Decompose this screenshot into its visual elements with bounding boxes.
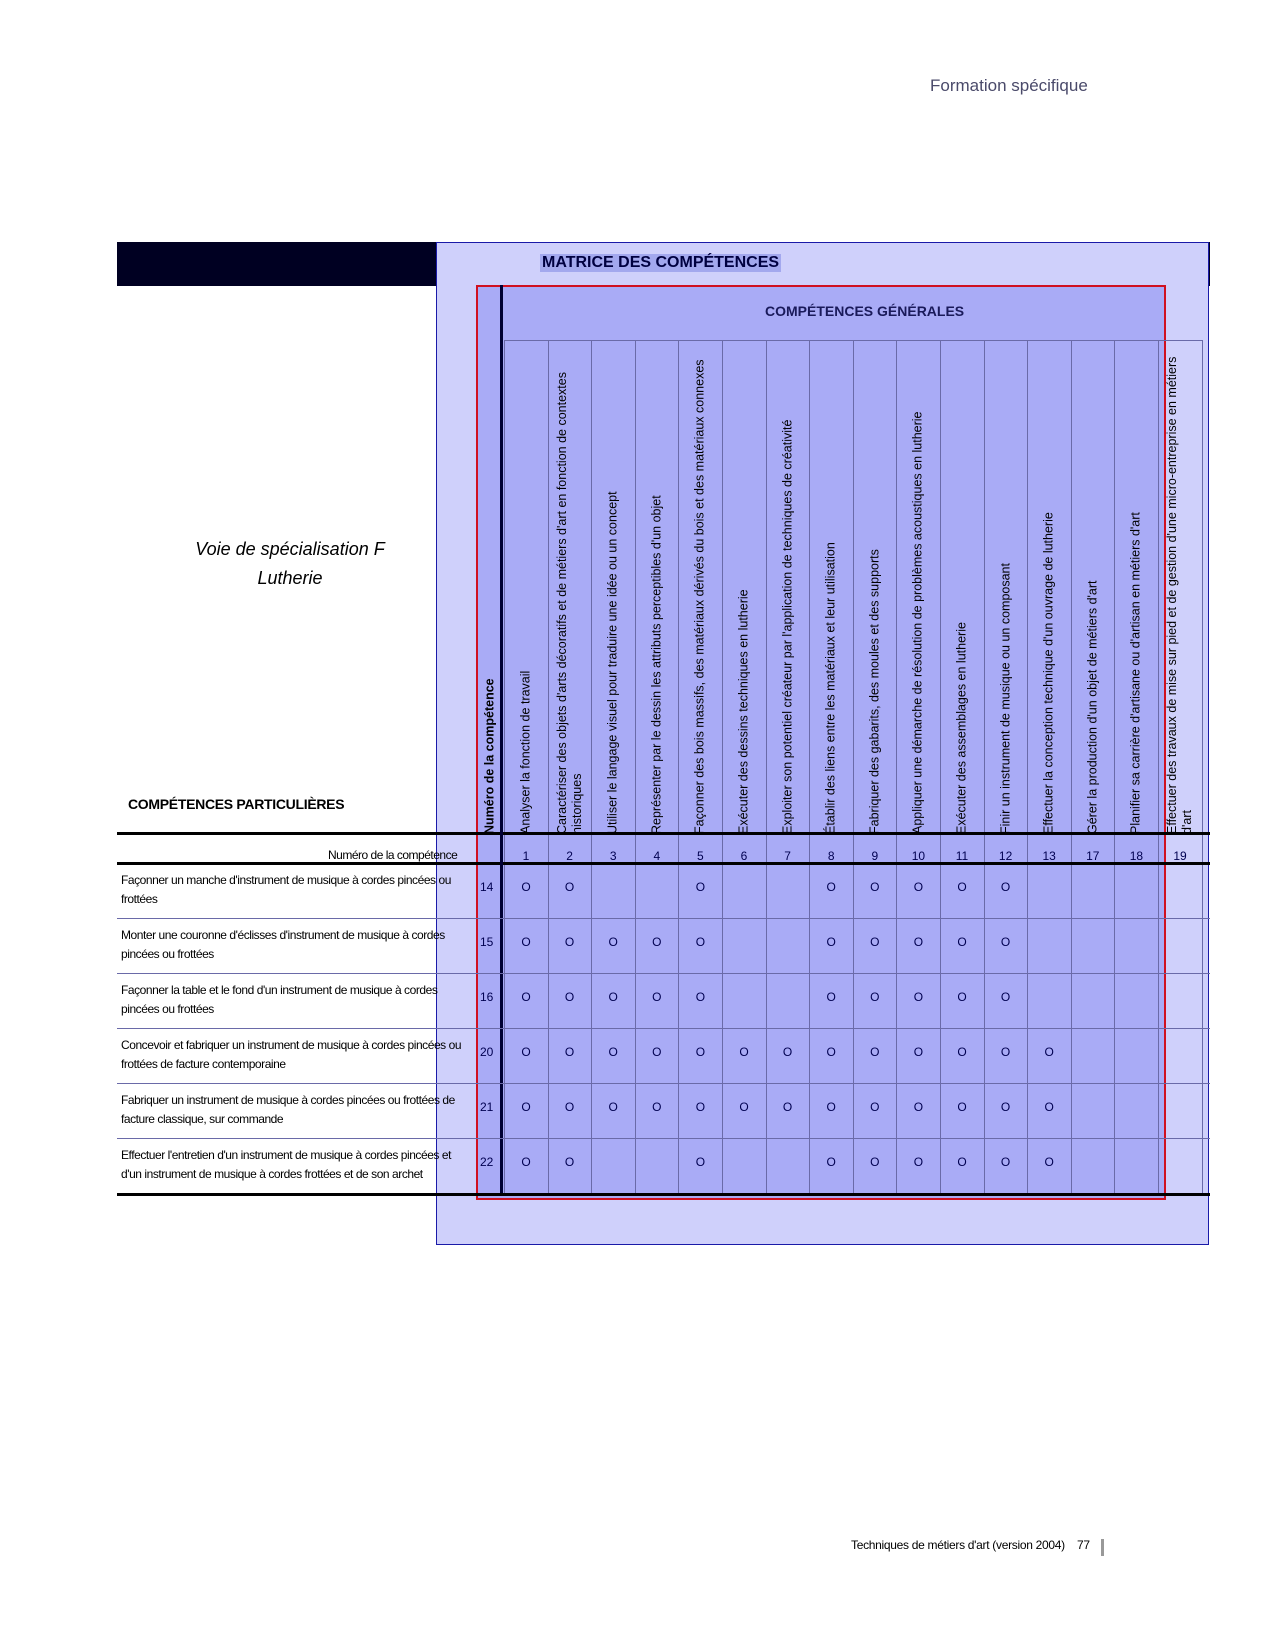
row-divider <box>117 1028 1210 1029</box>
column-header-11 <box>940 340 984 834</box>
page-footer <box>851 1538 1090 1552</box>
matrix-mark: O <box>652 935 662 949</box>
matrix-mark: O <box>1000 1155 1011 1169</box>
matrix-mark: O <box>826 1045 836 1059</box>
matrix-mark: O <box>1000 1100 1011 1114</box>
column-header-19 <box>1158 340 1202 834</box>
matrix-mark: O <box>521 880 531 894</box>
column-number: 8 <box>827 849 835 863</box>
column-header-17 <box>1071 340 1115 834</box>
competences-generales-label: COMPÉTENCES GÉNÉRALES <box>765 303 965 319</box>
column-header-2 <box>548 340 592 834</box>
matrix-mark: O <box>521 990 531 1004</box>
column-header-6 <box>722 340 766 834</box>
matrix-mark: O <box>826 990 836 1004</box>
column-number: 7 <box>784 849 791 863</box>
matrix-mark: O <box>695 1100 706 1114</box>
row-divider <box>117 1083 1210 1084</box>
competence-number: 21 <box>480 1100 494 1114</box>
matrix-mark: O <box>870 1045 880 1059</box>
column-number: 2 <box>566 849 573 863</box>
column-header-text: Gérer la production d'un objet de métiers d'art <box>1085 580 1100 834</box>
competence-label: Monter une couronne d'éclisses d'instrument de musique à cordes pincées ou frottées <box>121 928 445 961</box>
column-number: 10 <box>911 849 926 863</box>
matrix-mark: O <box>564 935 575 949</box>
column-header-text: Établir des liens entre les matériaux et leur utilisation <box>823 542 838 834</box>
matrix-mark: O <box>913 1100 924 1114</box>
matrix-mark: O <box>695 880 706 894</box>
column-header-7 <box>766 340 810 834</box>
column-number: 6 <box>740 849 748 863</box>
specialisation-title <box>140 535 440 593</box>
column-header-text: Caractériser des objets d'arts décoratifs et de métiers d'art en fonction de contextes historiques <box>554 372 584 834</box>
column-header-4 <box>635 340 679 834</box>
column-header-text: Exécuter des dessins techniques en lutherie <box>736 589 751 834</box>
matrix-mark: O <box>826 1155 836 1169</box>
matrix-mark: O <box>564 1100 575 1114</box>
column-number: 5 <box>697 849 704 863</box>
competence-label: Concevoir et fabriquer un instrument de musique à cordes pincées ou frottées de facture contemporaine <box>121 1038 462 1071</box>
matrix-mark: O <box>1000 1045 1011 1059</box>
matrix-mark: O <box>870 990 880 1004</box>
column-header-text: Planifier sa carrière d'artisane ou d'artisan en métiers d'art <box>1128 512 1143 834</box>
matrix-mark: O <box>1000 990 1011 1004</box>
matrix-mark: O <box>957 1155 967 1169</box>
row-divider <box>117 1138 1210 1139</box>
numero-row-label: Numéro de la compétence <box>328 848 458 862</box>
matrix-mark: O <box>564 880 575 894</box>
column-header-18 <box>1114 340 1158 834</box>
competence-number: 22 <box>480 1155 494 1169</box>
matrix-mark: O <box>957 1100 967 1114</box>
matrix-mark: O <box>913 1155 924 1169</box>
matrix-mark: O <box>870 935 880 949</box>
column-header-text: Effectuer la conception technique d'un ouvrage de lutherie <box>1041 512 1056 834</box>
matrix-mark: O <box>957 880 967 894</box>
matrix-mark: O <box>1000 935 1011 949</box>
matrix-mark: O <box>957 1045 967 1059</box>
column-number: 19 <box>1173 849 1187 863</box>
matrix-mark: O <box>913 1045 924 1059</box>
column-number: 9 <box>871 849 879 863</box>
competence-label: Effectuer l'entretien d'un instrument de musique à cordes pincées et d'un instrument de musique à cordes frottées et de son archet <box>121 1148 451 1181</box>
matrix-title: MATRICE DES COMPÉTENCES <box>542 254 780 271</box>
matrix-mark: O <box>826 880 836 894</box>
matrix-mark: O <box>826 1100 836 1114</box>
column-number: 1 <box>522 849 530 863</box>
matrix-mark: O <box>739 1045 749 1059</box>
competence-label: Façonner un manche d'instrument de musique à cordes pincées ou frottées <box>121 873 451 906</box>
page-number: 77 <box>1076 1538 1090 1552</box>
matrix-mark: O <box>521 1100 531 1114</box>
column-header-1 <box>504 340 548 834</box>
matrix-mark: O <box>652 990 662 1004</box>
competence-label: Façonner la table et le fond d'un instrument de musique à cordes pincées ou frottées <box>121 983 438 1016</box>
matrix-mark: O <box>782 1100 793 1114</box>
matrix-mark: O <box>957 935 967 949</box>
competence-number: 16 <box>480 990 494 1004</box>
numero-header-cell <box>476 340 504 834</box>
matrix-mark: O <box>695 1045 706 1059</box>
column-header-text: Façonner des bois massifs, des matériaux dérivés du bois et des matériaux connexes <box>692 359 707 834</box>
column-header-text: Exploiter son potentiel créateur par l'application de techniques de créativité <box>780 419 795 834</box>
column-number: 13 <box>1042 849 1056 863</box>
matrix-mark: O <box>564 1155 575 1169</box>
column-header-text: Exécuter des assemblages en lutherie <box>954 622 969 834</box>
matrix-mark: O <box>1044 1155 1054 1169</box>
column-number: 12 <box>998 849 1013 863</box>
column-header-12 <box>984 340 1028 834</box>
column-header-9 <box>853 340 897 834</box>
row-divider <box>117 973 1210 974</box>
column-header-13 <box>1027 340 1071 834</box>
matrix-mark: O <box>652 1045 662 1059</box>
footer-text: Techniques de métiers d'art (version 2004) <box>851 1538 1065 1552</box>
matrix-mark: O <box>608 1100 618 1114</box>
matrix-mark: O <box>695 990 706 1004</box>
matrix-mark: O <box>913 990 924 1004</box>
matrix-mark: O <box>739 1100 749 1114</box>
matrix-mark: O <box>826 935 836 949</box>
matrix-mark: O <box>521 1155 531 1169</box>
row-divider <box>117 918 1210 919</box>
table-bottom-rule <box>117 1193 1210 1196</box>
matrix-mark: O <box>652 1100 662 1114</box>
competence-number: 14 <box>480 880 494 894</box>
footer-divider <box>1101 1539 1104 1556</box>
competences-particulieres-label: COMPÉTENCES PARTICULIÈRES <box>128 796 345 812</box>
competence-number: 20 <box>480 1045 494 1059</box>
matrix-mark: O <box>782 1045 793 1059</box>
matrix-mark: O <box>608 990 618 1004</box>
column-header-text: Fabriquer des gabarits, des moules et des supports <box>867 549 882 834</box>
column-header-5 <box>678 340 722 834</box>
column-header-10 <box>896 340 940 834</box>
matrix-mark: O <box>913 880 924 894</box>
column-header-text: Finir un instrument de musique ou un composant <box>998 563 1013 834</box>
matrix-mark: O <box>870 880 880 894</box>
column-number: 11 <box>955 849 969 863</box>
column-header-8 <box>809 340 853 834</box>
matrix-mark: O <box>564 1045 575 1059</box>
matrix-mark: O <box>957 990 967 1004</box>
column-number: 17 <box>1086 849 1100 863</box>
column-header-3 <box>591 340 635 834</box>
matrix-mark: O <box>564 990 575 1004</box>
matrix-mark: O <box>870 1155 880 1169</box>
matrix-mark: O <box>870 1100 880 1114</box>
matrix-mark: O <box>1000 880 1011 894</box>
column-number: 18 <box>1129 849 1144 863</box>
numero-header-text: Numéro de la compétence <box>482 678 497 834</box>
column-number: 4 <box>653 849 661 863</box>
competence-number: 15 <box>480 935 494 949</box>
matrix-mark: O <box>608 1045 618 1059</box>
matrix-mark: O <box>1044 1045 1054 1059</box>
matrix-mark: O <box>913 935 924 949</box>
column-header-text: Analyser la fonction de travail <box>518 670 533 834</box>
column-header-text: Utiliser le langage visuel pour traduire une idée ou un concept <box>605 491 620 834</box>
matrix-mark: O <box>521 1045 531 1059</box>
column-header-text: Représenter par le dessin les attributs perceptibles d'un objet <box>649 495 664 834</box>
matrix-mark: O <box>1044 1100 1054 1114</box>
matrix-mark: O <box>608 935 618 949</box>
competence-label: Fabriquer un instrument de musique à cordes pincées ou frottées de facture classique, sur commande <box>121 1093 455 1126</box>
document-header: Formation spécifique <box>930 76 1088 95</box>
column-number: 3 <box>609 849 617 863</box>
column-header-text: Appliquer une démarche de résolution de problèmes acoustiques en lutherie <box>910 411 925 834</box>
specialisation-line-2: Lutherie <box>257 568 323 588</box>
column-header-text: Effectuer des travaux de mise sur pied et de gestion d'une micro-entreprise en métiers d'art <box>1165 356 1194 834</box>
matrix-mark: O <box>695 935 706 949</box>
matrix-mark: O <box>521 935 531 949</box>
specialisation-line-1: Voie de spécialisation F <box>195 539 385 559</box>
matrix-mark: O <box>695 1155 706 1169</box>
